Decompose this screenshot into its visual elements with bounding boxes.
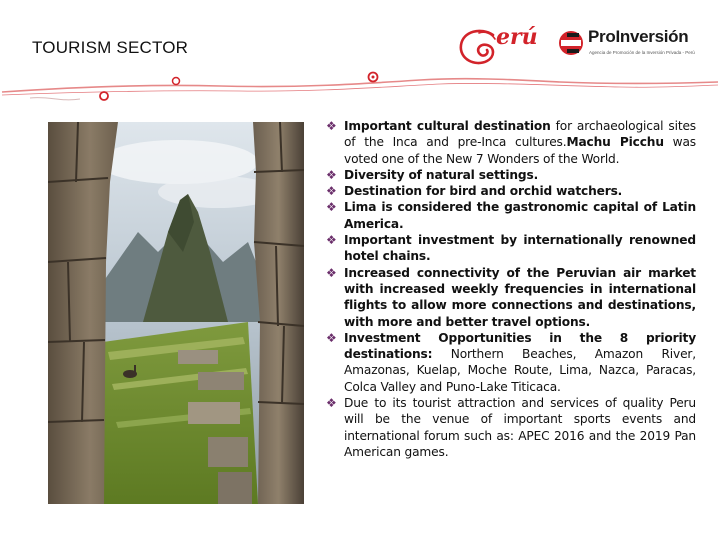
bullet-text: Due to its tourist attraction and services of quality Peru will be the venue of important sports events and international forum such as: APEC 2016 and the 2019 Pan American games. <box>344 396 696 459</box>
diamond-bullet-icon: ❖ <box>326 167 337 182</box>
proinversion-name: ProInversión <box>588 27 689 46</box>
swirl-dot-icon <box>100 92 108 100</box>
slide-title: TOURISM SECTOR <box>32 38 189 57</box>
tourism-bullet-list <box>326 118 696 460</box>
bullet-text: was voted one of the New 7 Wonders of the World. <box>344 135 696 166</box>
list-item <box>326 183 696 199</box>
bullet-bold-text: Machu Picchu <box>566 135 664 150</box>
diamond-bullet-icon: ❖ <box>326 184 337 199</box>
diamond-bullet-icon: ❖ <box>326 330 337 345</box>
list-item <box>326 232 696 265</box>
bullet-text: Northern Beaches, Amazon River, Amazonas, Kuelap, Moche Route, Lima, Nazca, Paracas, Colca Valley and Puno-Lake Titicaca. <box>344 347 696 394</box>
proinversion-tagline: Agencia de Promoción de la Inversión Privada - Perú <box>589 50 695 55</box>
bullet-bold-text: Important cultural destination <box>344 119 551 133</box>
bullet-bold-text: Important investment by internationally renowned hotel chains. <box>344 233 696 264</box>
diamond-bullet-icon: ❖ <box>326 265 337 280</box>
list-item <box>326 330 696 395</box>
diamond-bullet-icon: ❖ <box>326 200 337 215</box>
peru-wordmark: erú <box>496 24 538 50</box>
list-item <box>326 167 696 183</box>
diamond-bullet-icon: ❖ <box>326 119 337 133</box>
bullet-bold-text: Destination for bird and orchid watchers. <box>344 184 623 199</box>
bullet-bold-text: Lima is considered the gastronomic capital of Latin America. <box>344 200 696 231</box>
bullet-text: for archaeological sites of the Inca and pre-Inca cultures. <box>344 119 697 150</box>
diamond-bullet-icon: ❖ <box>326 233 337 248</box>
list-item <box>326 118 696 167</box>
list-item <box>326 395 696 460</box>
machu-picchu-photo <box>48 122 304 504</box>
list-item <box>326 265 696 330</box>
bullet-bold-text: Investment Opportunities in the 8 priority destinations: <box>344 330 696 362</box>
bullet-bold-text: Increased connectivity of the Peruvian air market with increased weekly frequencies in international flights to allow more connections and destinations, with more and better travel options. <box>344 265 696 329</box>
diamond-bullet-icon: ❖ <box>326 396 337 411</box>
bullet-bold-text: Diversity of natural settings. <box>344 167 539 182</box>
list-item <box>326 199 696 232</box>
